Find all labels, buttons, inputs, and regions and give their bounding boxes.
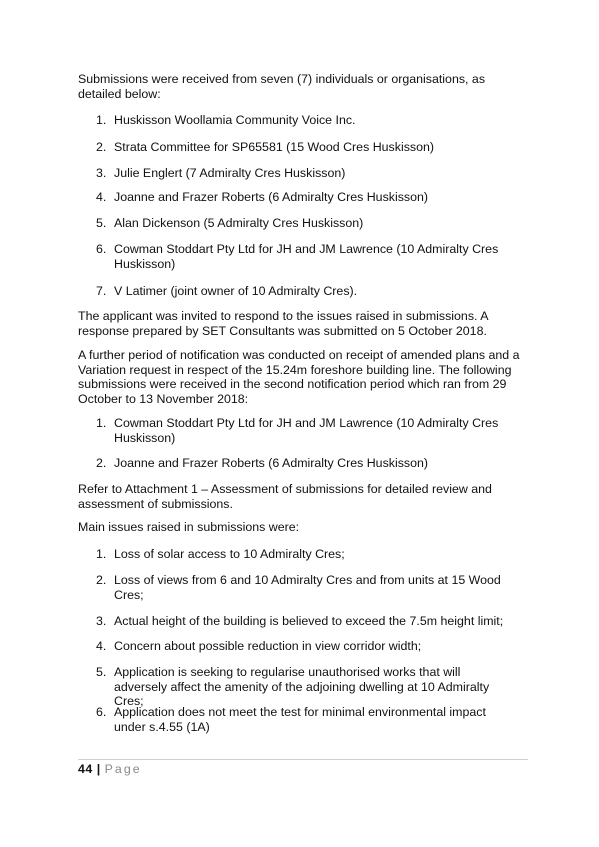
list-item-text: Loss of solar access to 10 Admiralty Cres; [114,547,345,561]
further-notification-paragraph: A further period of notification was conducted on receipt of amended plans and a Variation request in respect of the 15.24m foreshore building line. The following submissions were received in the second notification period which ran from 29 October to 13 November 2018: [78,348,520,406]
list-item-text: Application is seeking to regularise unauthorised works that will adversely affect the amenity of the adjoining dwelling at 10 Admiralty Cres; [114,665,490,709]
list-item-text: Actual height of the building is believed to exceed the 7.5m height limit; [114,614,504,628]
list-item-text: Huskisson Woollamia Community Voice Inc. [114,113,356,127]
list-item-text: Concern about possible reduction in view corridor width; [114,639,422,653]
list-item-number: 1. [96,113,107,127]
list-item-number: 6. [96,242,107,256]
applicant-paragraph: The applicant was invited to respond to the issues raised in submissions. A response prepared by SET Consultants was submitted on 5 October 2018. [78,309,488,338]
list-item-text: Cowman Stoddart Pty Ltd for JH and JM Lawrence (10 Admiralty Cres Huskisson) [114,242,499,271]
main-issues-heading: Main issues raised in submissions were: [78,520,300,534]
list-item-number: 4. [96,190,107,204]
list-item-number: 2. [96,140,107,154]
refer-attachment-paragraph: Refer to Attachment 1 – Assessment of submissions for detailed review and assessment of submissions. [78,482,492,511]
list-item-text: Joanne and Frazer Roberts (6 Admiralty Cres Huskisson) [114,190,429,204]
list-item-text: Alan Dickenson (5 Admiralty Cres Huskisson) [114,216,364,230]
list-item-number: 4. [96,639,107,653]
list-item-text: Julie Englert (7 Admiralty Cres Huskisson) [114,166,346,180]
list-item-text: Cowman Stoddart Pty Ltd for JH and JM Lawrence (10 Admiralty Cres Huskisson) [114,416,499,445]
list-item-text: Strata Committee for SP65581 (15 Wood Cres Huskisson) [114,140,434,154]
footer-divider [78,759,528,760]
list-item-text: Joanne and Frazer Roberts (6 Admiralty Cres Huskisson) [114,456,429,470]
list-item-text: V Latimer (joint owner of 10 Admiralty Cres). [114,284,358,298]
list-item-number: 2. [96,456,107,470]
list-item-number: 3. [96,614,107,628]
list-item-number: 1. [96,547,107,561]
footer-separator: | [96,762,101,776]
list-item-number: 6. [96,705,107,719]
list-item-number: 5. [96,216,107,230]
list-item-text: Loss of views from 6 and 10 Admiralty Cres and from units at 15 Wood Cres; [114,573,501,602]
list-item-number: 3. [96,166,107,180]
list-item-number: 2. [96,573,107,587]
intro-paragraph: Submissions were received from seven (7) individuals or organisations, as detailed below: [78,72,486,101]
list-item-number: 5. [96,665,107,679]
page-number: 44 [78,762,93,776]
list-item-number: 1. [96,416,107,430]
list-item-text: Application does not meet the test for minimal environmental impact under s.4.55 (1A) [114,705,486,734]
page-label: Page [104,762,142,776]
list-item-number: 7. [96,284,107,298]
page-footer [78,762,142,777]
